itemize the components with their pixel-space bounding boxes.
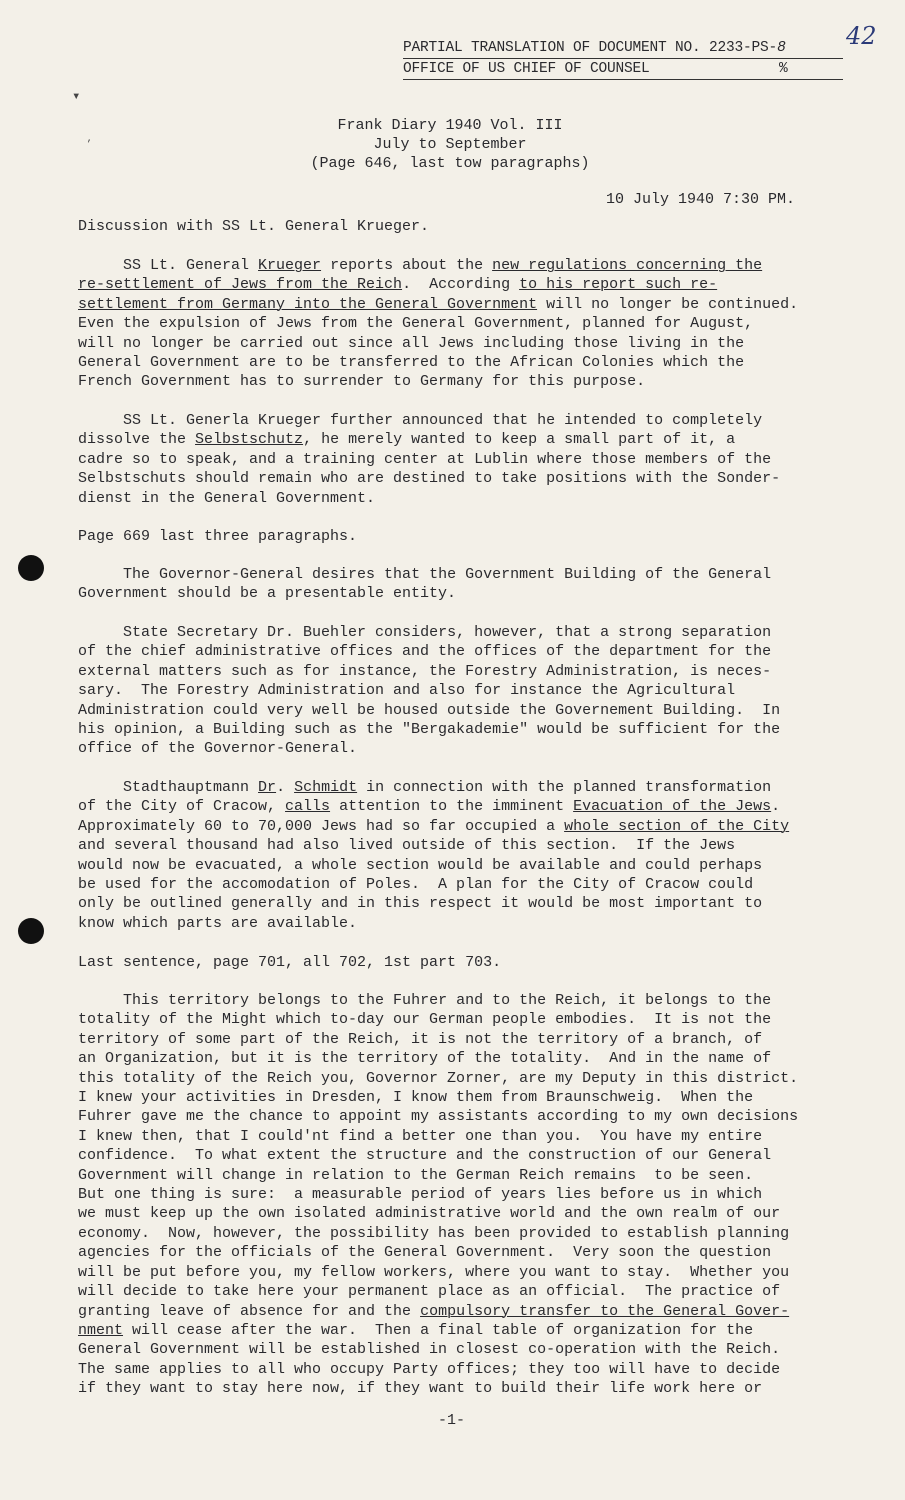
page-number-footer: -1-: [438, 1412, 466, 1429]
underlined-phrase: Evacuation of the Jews: [573, 798, 772, 816]
text-run: attention to the imminent: [330, 798, 574, 816]
section-heading-krueger: Discussion with SS Lt. General Krueger.: [78, 218, 430, 235]
text-run: SS Lt. Generla Krueger further announced that he intended to completely dissolve the: [78, 412, 763, 449]
text-run: will cease after the war. Then a final table of organization for the General Government will be established in closest co-operation with the Reich. The same applies to all who occupy Party offices; they too will have to decide if they want to stay here now, if they want to build their life work here or: [78, 1321, 781, 1398]
underlined-phrase: compulsory transfer to the General Gover- nment: [78, 1302, 790, 1339]
text-run: . According: [402, 276, 520, 294]
underlined-term: calls: [285, 798, 331, 816]
paragraph-government-building: The Governor-General desires that the Government Building of the General Government should be a presentable entity.: [78, 566, 772, 603]
underlined-name: Schmidt: [294, 779, 358, 796]
margin-mark-icon: ▾: [72, 89, 81, 105]
text-run: . Approximately 60 to 70,000 Jews had so far occupied a: [78, 798, 781, 835]
title-line-1: Frank Diary 1940 Vol. III: [337, 117, 563, 134]
text-run: in connection with the planned transformation of the City of Cracow,: [78, 779, 772, 816]
handwritten-page-number: 42: [846, 22, 877, 50]
paragraph-resettlement: [78, 256, 854, 392]
text-run: SS Lt. General: [78, 257, 259, 274]
section-heading-page-701: Last sentence, page 701, all 702, 1st part 703.: [78, 954, 502, 971]
underlined-term: Dr: [258, 779, 277, 796]
header-ref-code: 8: [777, 40, 786, 56]
header-percent-mark: %: [779, 61, 788, 77]
title-line-2: July to September: [373, 136, 527, 153]
underlined-phrase: to his report such re- settlement from Germany into the General Government: [78, 276, 718, 313]
text-run: .: [276, 779, 295, 796]
text-run: will no longer be continued. Even the expulsion of Jews from the General Government, planned for August, will no longer be carried out since all Jews including those living in the General Government are to be transferred to the African Colonies which the French Government has to surrender to Germany for this purpose.: [78, 295, 799, 391]
text-run: Stadthauptmann: [78, 779, 259, 796]
paragraph-territory-speech: [78, 991, 854, 1399]
underlined-name: Krueger: [258, 257, 322, 274]
paragraph-cracow-evacuation: [78, 778, 854, 933]
underlined-phrase: whole section of the City: [564, 817, 790, 835]
entry-dateline: 10 July 1940 7:30 PM.: [606, 191, 796, 208]
underlined-phrase: new regulations concerning the re-settlement of Jews from the Reich: [78, 257, 763, 294]
document-title-block: [285, 116, 615, 173]
header-office-line: [403, 59, 843, 80]
text-run: reports about the: [321, 257, 493, 274]
punch-hole: [18, 555, 44, 581]
paragraph-selbstschutz: [78, 411, 854, 508]
header-line1: PARTIAL TRANSLATION OF DOCUMENT NO. 2233-PS-: [403, 40, 778, 56]
underlined-term: Selbstschutz: [195, 431, 304, 449]
section-heading-page-669: Page 669 last three paragraphs.: [78, 528, 358, 545]
text-run: , he merely wanted to keep a small part of it, a cadre so to speak, and a training center at Lublin where those members of the Selbstschuts should remain who are destined to take positions with the Sonder- dienst in the General Government.: [78, 431, 781, 507]
punch-hole: [18, 918, 44, 944]
paragraph-buehler: State Secretary Dr. Buehler considers, however, that a strong separation of the chief administrative offices and the offices of the department for the external matters such as for instance, the Forestry Administration, is neces- sary. The Forestry Administration and also for instance the Agricultural Administration could very well be housed outside the Governement Building. In his opinion, a Building such as the "Bergakademie" would be sufficient for the office of the Governor-General.: [78, 624, 781, 758]
header-translation-line: [403, 38, 843, 59]
header-line2: OFFICE OF US CHIEF OF COUNSEL: [403, 61, 650, 77]
title-line-3: (Page 646, last tow paragraphs): [310, 155, 590, 172]
document-header: [403, 38, 843, 80]
margin-mark-icon: ’: [86, 140, 93, 151]
text-run: This territory belongs to the Fuhrer and to the Reich, it belongs to the totality of the Might which to-day our German people embodies. It is not the territory of some part of the Reich, it is not the territory of a branch, of an Organization, but it is the territory of the totality. And in the name of this totality of the Reich you, Governor Zorner, are my Deputy in this district. I knew your activities in Dresden, I know them from Braunschweig. When the Fuhrer gave me the chance to appoint my assistants according to my own decisions I knew then, that I could'nt find a better one than you. You have my entire confidence. To what extent the structure and the construction of our General Government will change in relation to the German Reich remains to be seen. But one thing is sure: a measurable period of years lies before us in which we must keep up the own isolated administrative world and the own realm of our economy. Now, however, the possibility has been provided to establish planning agencies for the officials of the General Government. Very soon the question will be put before you, my fellow workers, where you want to stay. Whether you will decide to take here your permanent place as an official. The practice of granting leave of absence for and the: [78, 992, 799, 1320]
text-run: and several thousand had also lived outside of this section. If the Jews would now be evacuated, a whole section would be available and could perhaps be used for the accomodation of Poles. A plan for the City of Cracow could only be outlined generally and in this respect it would be most important to know which parts are available.: [78, 837, 763, 932]
